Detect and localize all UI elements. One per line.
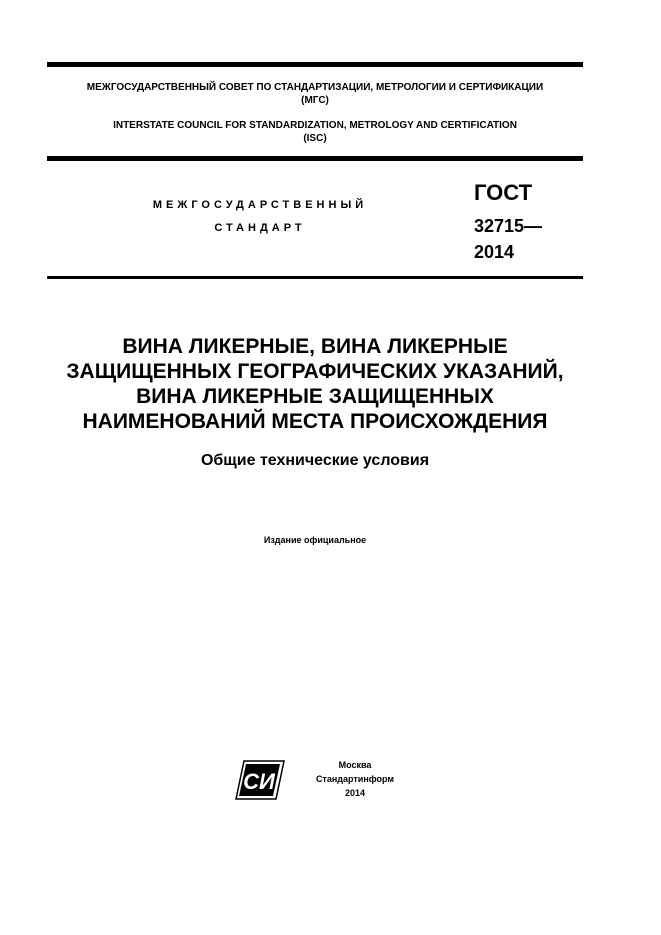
council-name-en: INTERSTATE COUNCIL FOR STANDARDIZATION, METROLOGY AND CERTIFICATION [113, 120, 517, 131]
document-subtitle: Общие технические условия [200, 452, 430, 469]
document-title-line3: ВИНА ЛИКЕРНЫЕ ЗАЩИЩЕННЫХ [136, 385, 494, 408]
standard-label-line2: СТАНДАРТ [214, 222, 306, 234]
gost-prefix: ГОСТ [474, 180, 533, 205]
document-title-line1: ВИНА ЛИКЕРНЫЕ, ВИНА ЛИКЕРНЫЕ [122, 335, 508, 358]
council-name-ru: МЕЖГОСУДАРСТВЕННЫЙ СОВЕТ ПО СТАНДАРТИЗАЦИИ, МЕТРОЛОГИИ И СЕРТИФИКАЦИИ [86, 82, 544, 93]
header-bottom-rule [47, 156, 583, 161]
publisher-year: 2014 [344, 788, 366, 798]
document-title-line2: ЗАЩИЩЕННЫХ ГЕОГРАФИЧЕСКИХ УКАЗАНИЙ, [66, 360, 564, 383]
logo-letters: СИ [243, 769, 275, 794]
council-abbr-en: (ISC) [303, 133, 327, 144]
council-abbr-ru: (МГС) [301, 95, 329, 106]
top-rule [47, 62, 583, 67]
gost-number: 32715— [474, 216, 543, 236]
standard-label-line1: МЕЖГОСУДАРСТВЕННЫЙ [152, 199, 368, 211]
gost-year: 2014 [474, 242, 515, 262]
standard-bottom-rule [47, 276, 583, 279]
publisher-name: Стандартинформ [315, 774, 395, 784]
publisher-city: Москва [338, 760, 372, 770]
edition-note: Издание официальное [263, 535, 367, 545]
document-title-line4: НАИМЕНОВАНИЙ МЕСТА ПРОИСХОЖДЕНИЯ [82, 410, 548, 433]
standartinform-logo-icon [234, 758, 286, 802]
